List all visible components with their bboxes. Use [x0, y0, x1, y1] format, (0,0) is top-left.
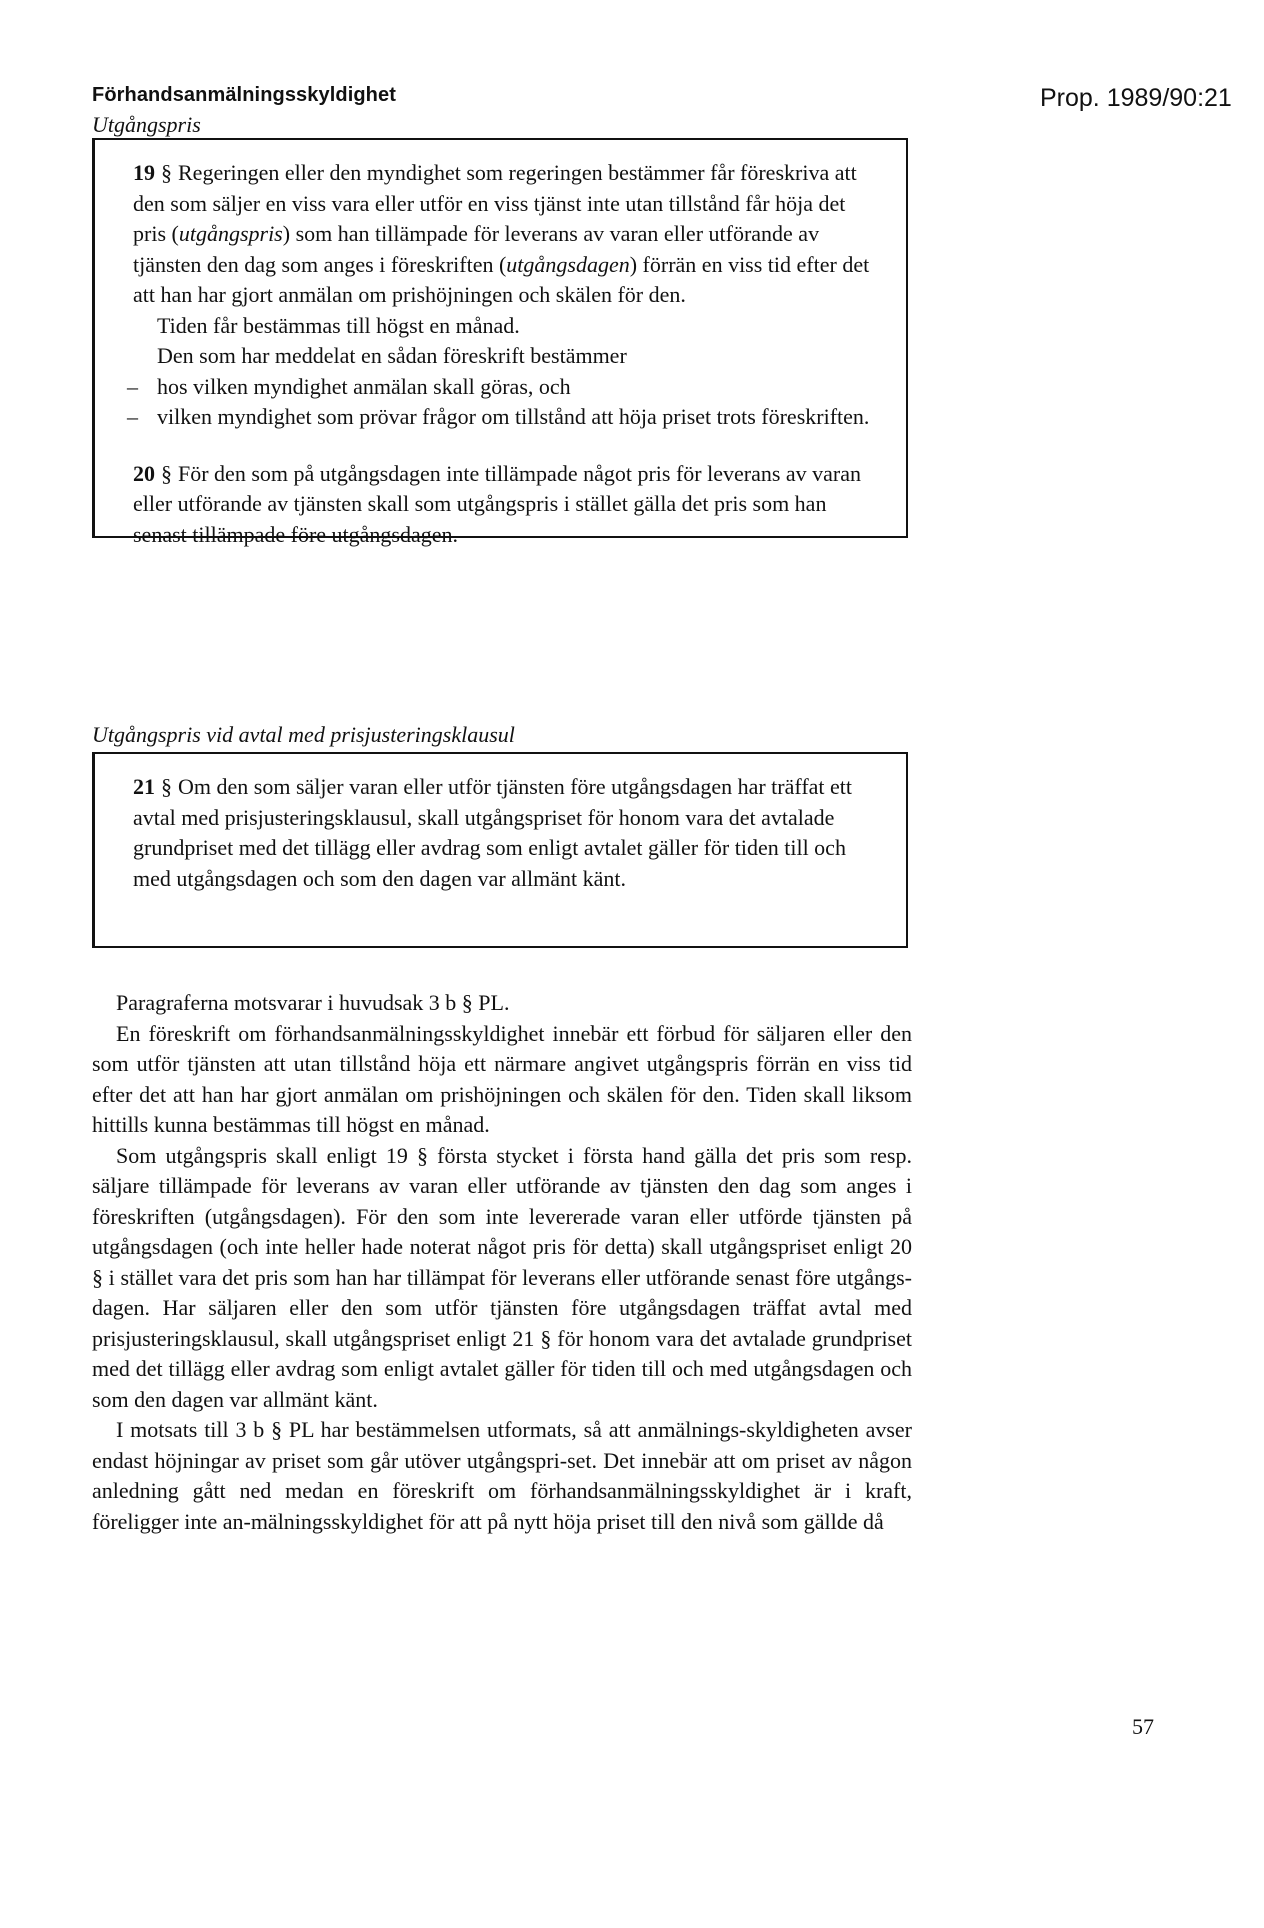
paragraph-number: 20 [133, 460, 155, 486]
paragraph-20 [133, 459, 881, 551]
section-heading-utgangspris: Utgångspris [92, 112, 201, 137]
commentary-body [92, 988, 912, 1537]
defined-term: utgångspris [178, 221, 283, 246]
section-heading-prisjusteringsklausul: Utgångspris vid avtal med prisjusteringsklausul [92, 722, 515, 747]
paragraph-text: Om den som säljer varan eller utför tjänsten före utgångsdagen har träffat ett avtal med prisjusteringsklausul, skall utgångspriset för honom vara det avtalade grundpriset med det tillägg eller avdrag som enligt avtalet gäller för tiden till och med utgångsdagen och som den dagen var allmänt känt. [133, 774, 853, 891]
paragraph-text: ) förrän en viss tid efter det att han har gjort anmälan om prishöjningen och skälen för den. [133, 251, 870, 307]
commentary-paragraph: En föreskrift om förhandsanmälningsskyldighet innebär ett förbud för säljaren eller den som utför tjänsten att utan tillstånd höja ett närmare angivet utgångspris förrän en viss tid efter det att han har gjort anmälan om prishöjningen och skälen för den. Tiden skall liksom hittills kunna bestämmas till högst en månad. [92, 1020, 912, 1137]
paragraph-number: 19 [133, 160, 155, 185]
section-symbol: § [161, 460, 172, 486]
paragraph-19 [133, 158, 881, 311]
running-header-title: Förhandsanmälningsskyldighet [92, 84, 396, 106]
statute-box-19-20 [92, 138, 908, 547]
paragraph-21 [133, 772, 881, 894]
section-symbol: § [161, 774, 172, 799]
paragraph-text: ) som han tillämpade för leverans av varan eller utförande av tjänsten den dag som anges i föreskriften ( [133, 221, 820, 277]
dash-bullet: – [127, 373, 138, 399]
list-item-text: vilken myndighet som prövar frågor om tillstånd att höja priset trots föreskriften. [157, 404, 870, 429]
paragraph-number: 21 [133, 774, 155, 799]
paragraph-19-second: Tiden får bestämmas till högst en månad. [157, 312, 520, 338]
paragraph-19-third: Den som har meddelat en sådan föreskrift bestämmer [157, 343, 627, 368]
list-item-text: hos vilken myndighet anmälan skall göras, och [157, 373, 571, 399]
page-number: 57 [1132, 1714, 1154, 1739]
statute-box-21 [92, 752, 908, 948]
paragraph-text: Regeringen eller den myndighet som regeringen bestämmer får föreskriva att den som säljer en viss vara eller utför en viss tjänst inte utan tillstånd får höja det pris ( [133, 160, 857, 246]
commentary-paragraph: Som utgångspris skall enligt 19 § första stycket i första hand gälla det pris som resp. säljare tillämpade för leverans av varan eller utförande av tjänsten den dag som anges i föreskriften (utgångsdagen). För den som inte levererade varan eller utförde tjänsten på utgångsdagen (och inte heller hade noterat något pris för detta) skall utgångspriset enligt 20 § i stället vara det pris som han har tillämpat för leverans eller utförande senast före utgångs-dagen. Har säljaren eller den som utför tjänsten före utgångsdagen träffat avtal med prisjusteringsklausul, skall utgångspriset enligt 21 § för honom vara det avtalade grundpriset med det tillägg eller avdrag som enligt avtalet gäller för tiden till och med utgångsdagen och som den dagen var allmänt känt. [92, 1142, 912, 1412]
list-item [127, 402, 881, 433]
statute-box-content [133, 772, 881, 894]
paragraph-text: För den som på utgångsdagen inte tillämpade något pris för leverans av varan eller utförande av tjänsten skall som utgångspris i stället gälla det pris som han senast tillämpade före utgångsdagen. [133, 460, 862, 547]
commentary-paragraph: I motsats till 3 b § PL har bestämmelsen utformats, så att anmälnings-skyldigheten avser endast höjningar av priset som går utöver utgångspri-set. Det innebär att om priset av någon anledning gått ned medan en föreskrift om förhandsanmälningsskyldighet är i kraft, föreligger inte an-mälningsskyldighet för att på nytt höja priset till den nivå som gällde då [92, 1417, 912, 1534]
running-header-reference: Prop. 1989/90:21 [1040, 84, 1232, 112]
defined-term: utgångsdagen [506, 251, 630, 277]
dash-bullet: – [127, 404, 138, 429]
commentary-paragraph: Paragraferna motsvarar i huvudsak 3 b § PL. [116, 990, 510, 1015]
section-symbol: § [161, 160, 172, 185]
statute-box-content [127, 158, 881, 550]
list-item [127, 372, 881, 403]
